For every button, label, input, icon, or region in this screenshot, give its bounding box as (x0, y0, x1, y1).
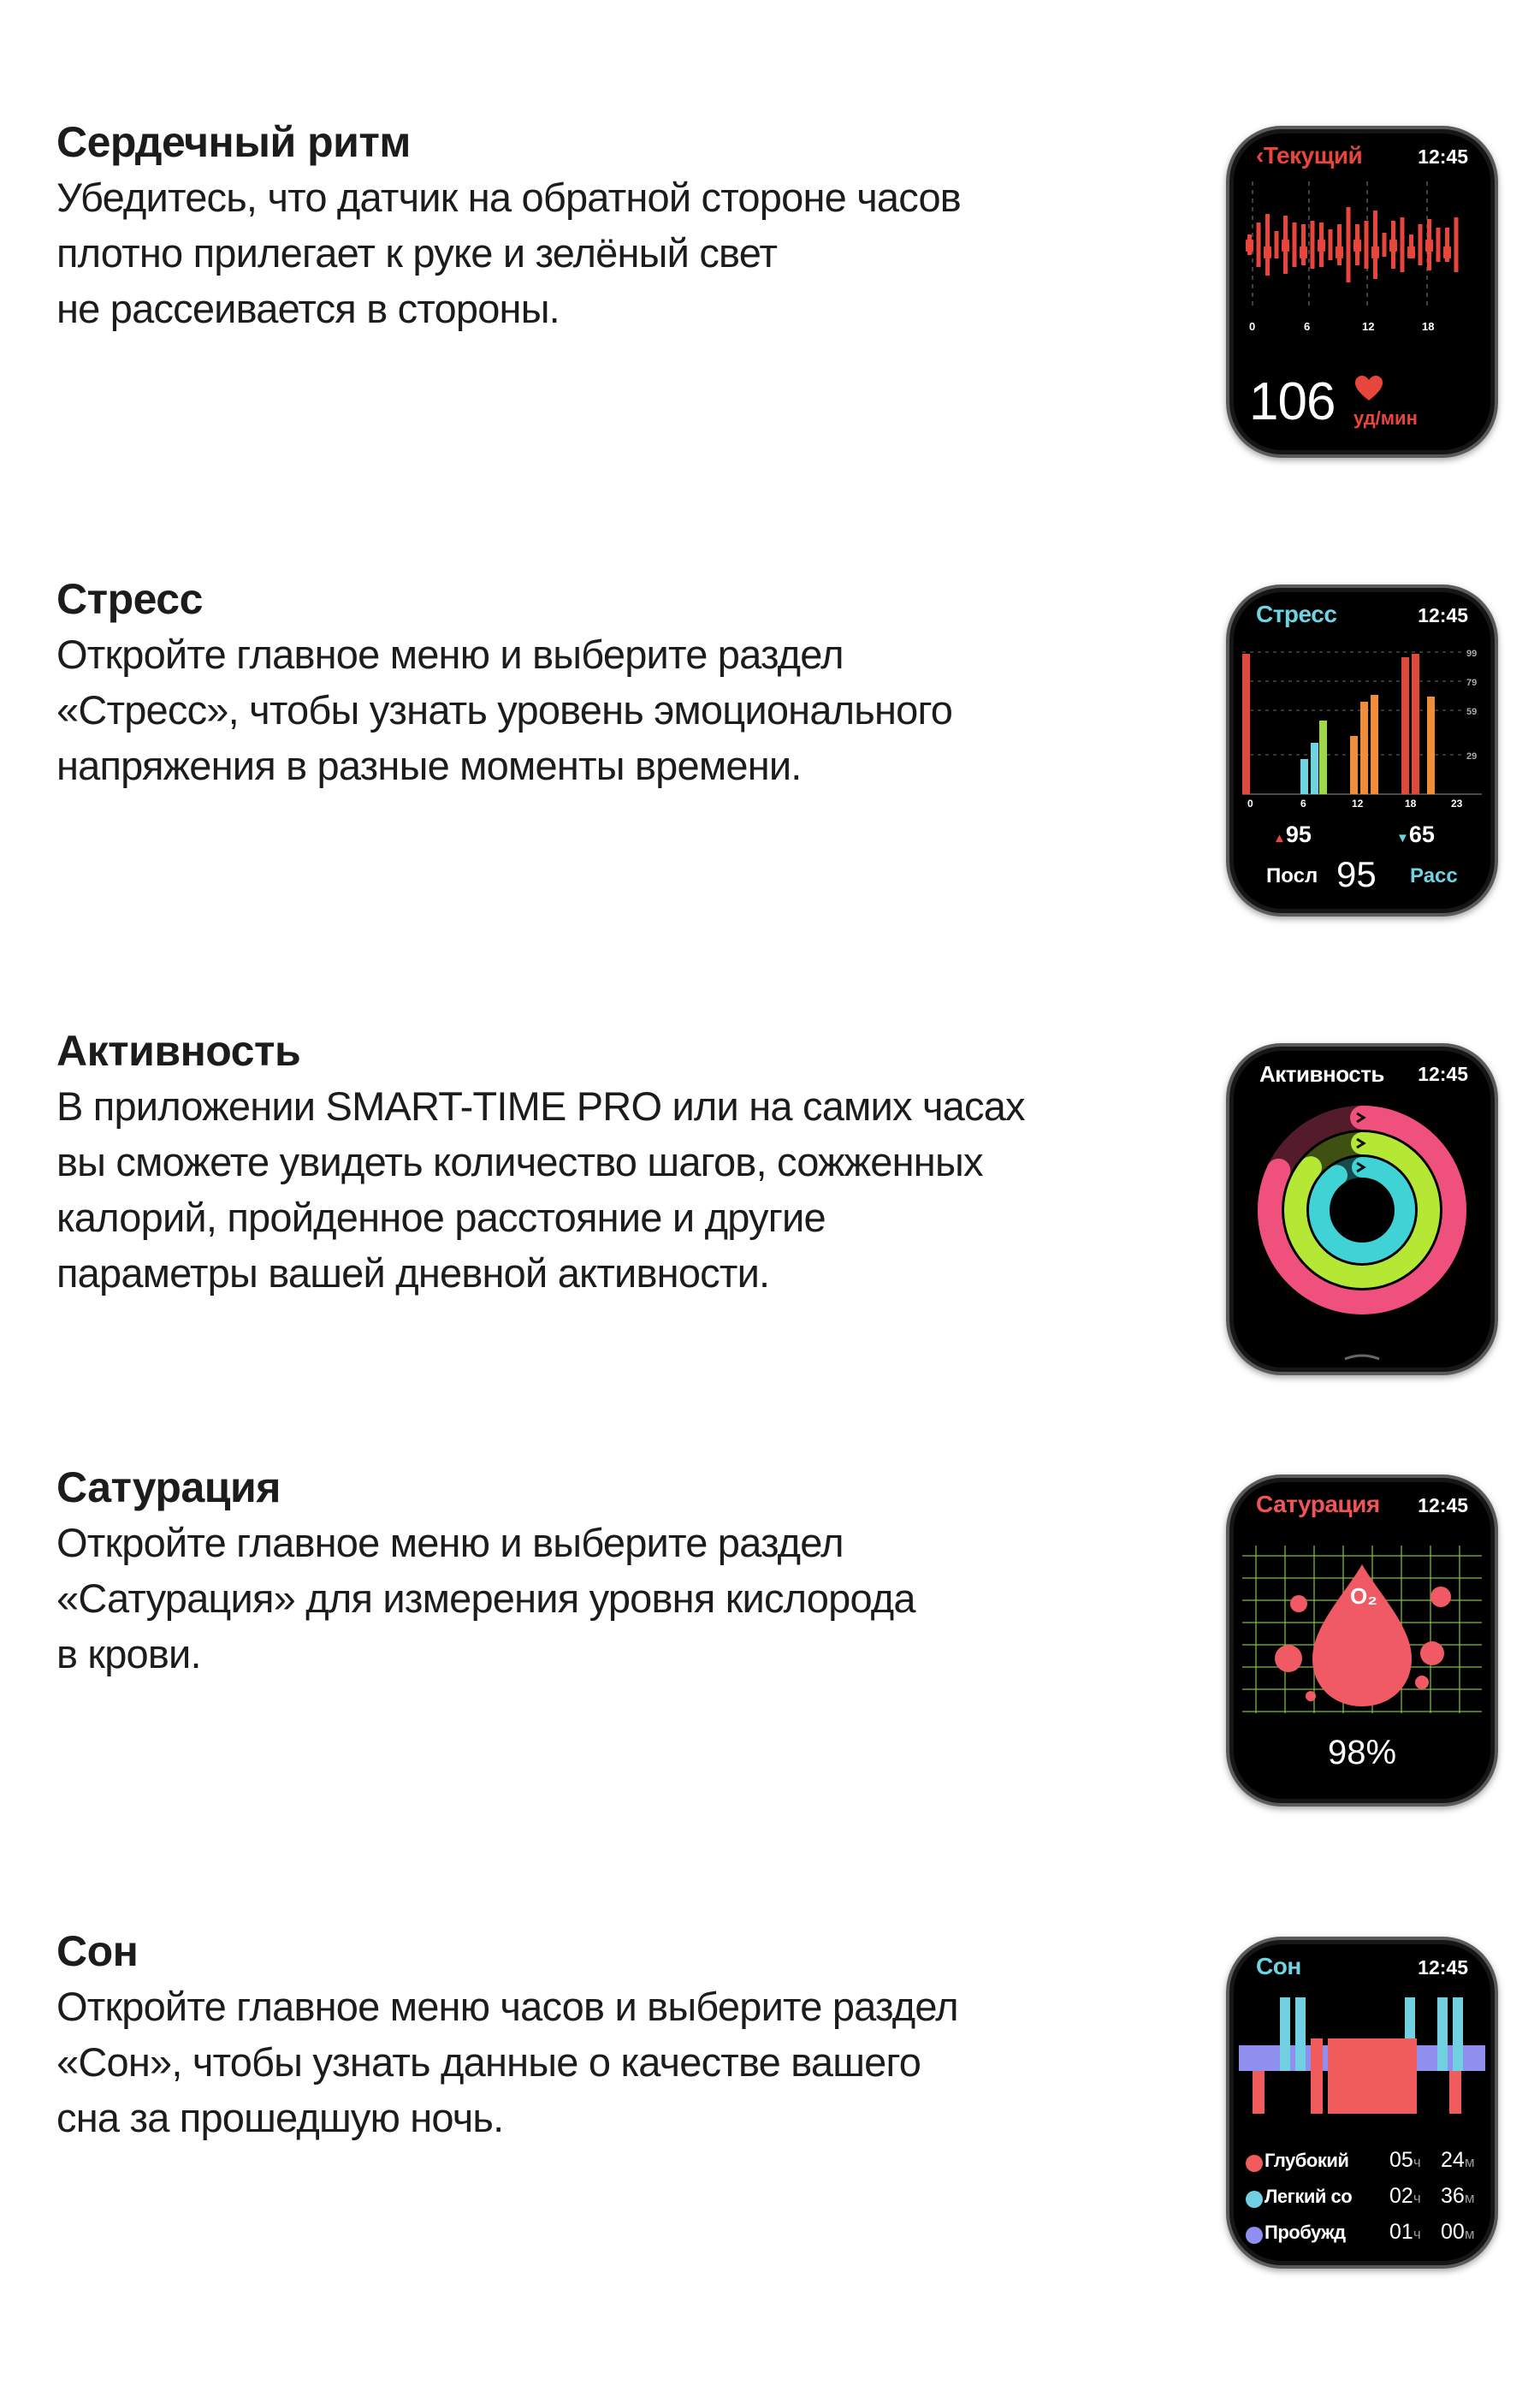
spo2-watch (1234, 1482, 1490, 1799)
stress-max: ▲95 (1273, 822, 1312, 847)
waveform-bar (1401, 217, 1405, 272)
watch-time: 12:45 (1418, 1063, 1468, 1085)
tick-label: 0 (1249, 320, 1256, 333)
legend-row-light (1246, 2182, 1485, 2216)
body-line: Откройте главное меню и выберите раздел (56, 632, 844, 677)
legend-minutes: 24м (1441, 2148, 1475, 2172)
last-value: 95 (1336, 854, 1377, 894)
watch-time: 12:45 (1418, 1494, 1468, 1516)
legend-hours: 01ч (1389, 2220, 1421, 2244)
legend-hours: 02ч (1389, 2184, 1421, 2208)
waveform-bar (1373, 211, 1377, 279)
bubble (1415, 1676, 1429, 1689)
watch-time: 12:45 (1418, 604, 1468, 626)
down-icon: ▼ (1396, 831, 1409, 846)
watch-title: Активность (1259, 1061, 1384, 1087)
section-title: Сердечный ритм (56, 118, 411, 166)
y-tick-label: 29 (1466, 751, 1478, 762)
waveform-dot (1407, 246, 1415, 258)
watch-title: Сон (1256, 1953, 1301, 1979)
sleep-bar-light (1437, 1997, 1448, 2071)
waveform-bar (1265, 214, 1270, 276)
tick-label: 6 (1304, 320, 1311, 333)
x-tick-label: 0 (1247, 798, 1253, 810)
x-tick-label: 18 (1405, 798, 1417, 810)
section-title: Активность (56, 1027, 301, 1075)
waveform-dot (1389, 240, 1397, 252)
section-title: Стресс (56, 575, 203, 623)
waveform-bar (1454, 217, 1459, 272)
waveform-dot (1318, 240, 1325, 252)
waveform-bar (1419, 224, 1423, 265)
sleep-bar-light (1453, 1997, 1463, 2071)
body-line: Откройте главное меню часов и выберите раздел (56, 1984, 958, 2029)
legend-row-deep (1246, 2146, 1485, 2180)
activity-watch (1234, 1051, 1490, 1368)
sleep-bar-deep (1401, 2071, 1413, 2114)
activity-rings (1234, 1051, 1490, 1368)
last-label: Посл (1266, 864, 1318, 887)
sleep-bar-deep (1311, 2038, 1323, 2114)
stress-bar (1300, 759, 1308, 794)
tick-label: 18 (1422, 320, 1435, 333)
body-line: «Стресс», чтобы узнать уровень эмоционального (56, 687, 953, 733)
y-tick-label: 99 (1466, 649, 1478, 659)
waveform-bar (1337, 224, 1342, 265)
stress-bar (1371, 695, 1378, 794)
waveform-dot (1425, 240, 1433, 252)
waveform-bar (1365, 221, 1369, 269)
body-line: напряжения в разные моменты времени. (56, 743, 802, 788)
sleep-watch (1234, 1944, 1490, 2261)
body-line: «Сатурация» для измерения уровня кислорода (56, 1575, 915, 1621)
legend-dot (1246, 2155, 1263, 2172)
heart-rate-text (56, 115, 1186, 336)
waveform-bar (1436, 228, 1441, 262)
stress-text (56, 572, 1186, 793)
waveform-bar (1329, 229, 1333, 260)
legend-dot (1246, 2227, 1263, 2244)
sleep-bar-light (1280, 1997, 1290, 2071)
legend-label: Глубокий (1265, 2150, 1349, 2171)
back-icon: ‹ (1256, 142, 1264, 169)
stress-bar (1360, 702, 1368, 794)
waveform-bar (1347, 207, 1351, 282)
waveform-dot (1300, 246, 1307, 258)
tick-label: 12 (1362, 320, 1375, 333)
more-link[interactable]: Расс (1410, 864, 1458, 887)
legend-label: Пробужд (1265, 2222, 1346, 2243)
legend-row-awake (1246, 2218, 1485, 2252)
oxygen-badge: O₂ (1350, 1583, 1377, 1609)
waveform-bar (1383, 233, 1387, 257)
y-tick-label: 59 (1466, 707, 1478, 717)
body-line: Откройте главное меню и выберите раздел (56, 1520, 844, 1565)
bubble (1420, 1641, 1444, 1665)
stress-bar (1311, 743, 1318, 794)
body-line: Убедитесь, что датчик на обратной стороне часов (56, 175, 961, 220)
legend-label: Легкий со (1265, 2186, 1353, 2207)
watch-time: 12:45 (1418, 145, 1468, 168)
waveform-dot (1443, 246, 1451, 258)
waveform-dot (1246, 240, 1253, 252)
bubble (1430, 1587, 1451, 1607)
waveform-dot (1371, 246, 1379, 258)
body-line: вы сможете увидеть количество шагов, сожженных (56, 1139, 983, 1184)
body-line: В приложении SMART-TIME PRO или на самих часах (56, 1083, 1025, 1129)
spo2-text (56, 1460, 1186, 1682)
stress-bar (1319, 721, 1327, 794)
body-line: сна за прошедшую ночь. (56, 2095, 504, 2140)
waveform-bar (1311, 221, 1315, 269)
waveform-bar (1293, 222, 1297, 267)
sleep-bar-light (1295, 1997, 1306, 2071)
legend-minutes: 36м (1441, 2184, 1475, 2208)
heart-rate-watch (1234, 134, 1490, 450)
stress-min: ▼65 (1396, 822, 1435, 847)
legend-minutes: 00м (1441, 2220, 1475, 2244)
sleep-bar-deep (1449, 2071, 1461, 2114)
watch-title: Стресс (1256, 601, 1337, 627)
stress-bar (1350, 736, 1358, 794)
scroll-indicator (1345, 1356, 1379, 1359)
stress-bar (1412, 654, 1419, 794)
ring-center (1331, 1179, 1393, 1241)
body-line: калорий, пройденное расстояние и другие (56, 1195, 826, 1240)
heart-icon (1353, 375, 1384, 402)
x-tick-label: 6 (1300, 798, 1306, 810)
bubble (1306, 1691, 1316, 1701)
sleep-bar-deep (1253, 2071, 1265, 2114)
waveform-dot (1336, 246, 1343, 258)
stress-bar (1427, 697, 1435, 794)
stress-bar (1401, 657, 1409, 794)
body-line: «Сон», чтобы узнать данные о качестве вашего (56, 2039, 921, 2085)
heart-rate-value: 106 (1249, 372, 1336, 431)
waveform-bar (1257, 222, 1261, 267)
stress-bar (1242, 654, 1250, 794)
body-line: не рассеивается в стороны. (56, 286, 560, 331)
waveform-dot (1353, 240, 1361, 252)
sleep-text (56, 1924, 1186, 2145)
waveform-bar (1301, 224, 1306, 265)
watch-time: 12:45 (1418, 1956, 1468, 1979)
watch-title: Сатурация (1256, 1491, 1380, 1517)
section-title: Сатурация (56, 1463, 281, 1511)
watch-title: ‹Текущий (1256, 142, 1363, 169)
x-tick-label: 23 (1451, 798, 1463, 810)
y-tick-label: 79 (1466, 678, 1478, 688)
spo2-value: 98% (1328, 1734, 1397, 1771)
x-tick-label: 12 (1352, 798, 1364, 810)
bubble (1275, 1645, 1302, 1672)
body-line: в крови. (56, 1631, 201, 1676)
legend-hours: 05ч (1389, 2148, 1421, 2172)
stress-watch (1234, 592, 1490, 909)
up-icon: ▲ (1273, 831, 1286, 846)
waveform-dot (1282, 240, 1289, 252)
body-line: параметры вашей дневной активности. (56, 1250, 770, 1296)
waveform-bar (1275, 231, 1279, 258)
body-line: плотно прилегает к руке и зелёный свет (56, 230, 778, 276)
section-title: Сон (56, 1927, 139, 1975)
activity-text (56, 1024, 1186, 1301)
heart-rate-unit: уд/мин (1353, 407, 1418, 429)
waveform-dot (1264, 246, 1271, 258)
bubble (1290, 1595, 1307, 1612)
legend-dot (1246, 2191, 1263, 2208)
